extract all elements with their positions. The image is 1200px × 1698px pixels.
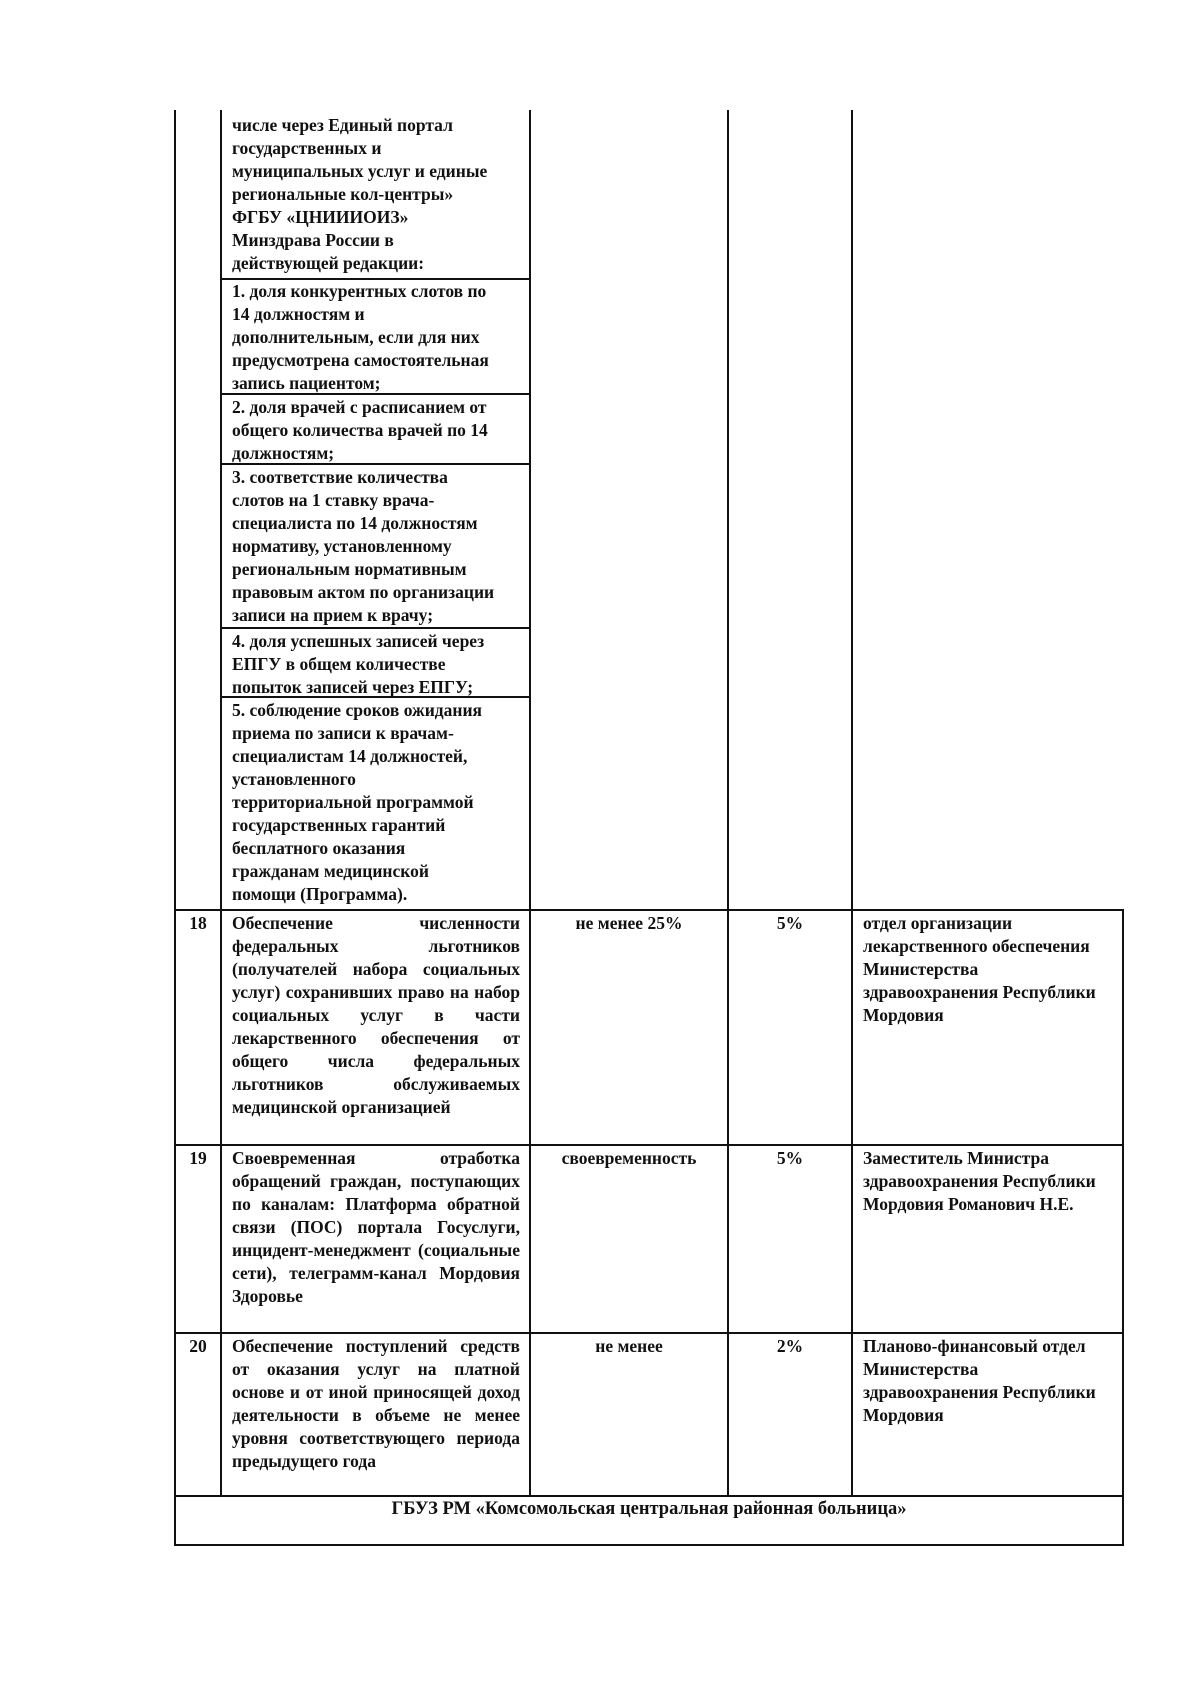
row-weight: 5%	[776, 1148, 804, 1168]
row-number: 20	[189, 1336, 207, 1356]
indicator-item-1: 1. доля конкурентных слотов по 14 должностям и дополнительным, если для них предусмотрена самостоятельная запись пациентом;	[232, 281, 489, 393]
subrow-divider	[221, 627, 530, 629]
row-indicator: Обеспечение численности федеральных льготников (получателей набора социальных услуг) сохранивших право на набор социальных услуг в части лекарственного обеспечения от общего числа федеральных льготников обслуживаемых медицинской организацией	[232, 913, 520, 1117]
row-indicator: Своевременная отработка обращений граждан, поступающих по каналам: Платформа обратной связи (ПОС) портала Госуслуги, инцидент-менеджмент (социальные сети), телеграмм-канал Мордовия Здоровье	[232, 1148, 520, 1306]
table-border-right	[1122, 910, 1124, 1546]
table-border-bottom	[174, 1544, 1124, 1546]
indicator-intro-text: числе через Единый портал государственных и муниципальных услуг и единые региональные кол-центры» ФГБУ «ЦНИИИОИЗ» Минздрава России в действующей редакции:	[232, 115, 488, 273]
row-responsible: Планово-финансовый отдел Министерства здравоохранения Республики Мордовия	[863, 1336, 1096, 1425]
row-weight: 5%	[776, 913, 804, 933]
row-divider	[174, 1332, 1124, 1334]
indicator-item-2: 2. доля врачей с расписанием от общего количества врачей по 14 должностям;	[232, 397, 488, 463]
row-target-value: своевременность	[561, 1148, 697, 1168]
row-responsible: Заместитель Министра здравоохранения Республики Мордовия Романович Н.Е.	[863, 1148, 1096, 1214]
row-number: 19	[189, 1148, 207, 1168]
row-target-value: не менее	[595, 1336, 663, 1356]
row-indicator: Обеспечение поступлений средств от оказания услуг на платной основе и от иной приносящей доход деятельности в объеме не менее уровня соответствующего периода предыдущего года	[232, 1336, 520, 1471]
row-responsible: отдел организации лекарственного обеспечения Министерства здравоохранения Республики Мордовия	[863, 913, 1096, 1025]
row-divider	[174, 1144, 1124, 1146]
table-col-divider-4	[851, 110, 853, 1495]
indicator-item-4: 4. доля успешных записей через ЕПГУ в общем количестве попыток записей через ЕПГУ;	[232, 631, 485, 697]
table-col-divider-1	[220, 110, 222, 1495]
section-heading: ГБУЗ РМ «Комсомольская центральная районная больница»	[391, 1499, 907, 1519]
table-col-divider-3	[727, 110, 729, 1495]
table-border-left	[174, 110, 176, 1546]
row-weight: 2%	[776, 1336, 804, 1356]
row-number: 18	[189, 913, 207, 933]
row-target-value: не менее 25%	[575, 913, 683, 933]
indicator-item-3: 3. соответствие количества слотов на 1 ставку врача- специалиста по 14 должностям нормативу, установленному региональным нормативным правовым актом по организации записи на прием к врачу;	[232, 467, 495, 625]
indicator-item-5: 5. соблюдение сроков ожидания приема по записи к врачам- специалистам 14 должностей, установленного территориальной программой государственных гарантий бесплатного оказания гражданам медицинской помощи (Программа).	[232, 700, 483, 904]
row-divider	[174, 909, 1124, 911]
row-divider	[174, 1495, 1124, 1497]
table-col-divider-2	[529, 110, 531, 1495]
